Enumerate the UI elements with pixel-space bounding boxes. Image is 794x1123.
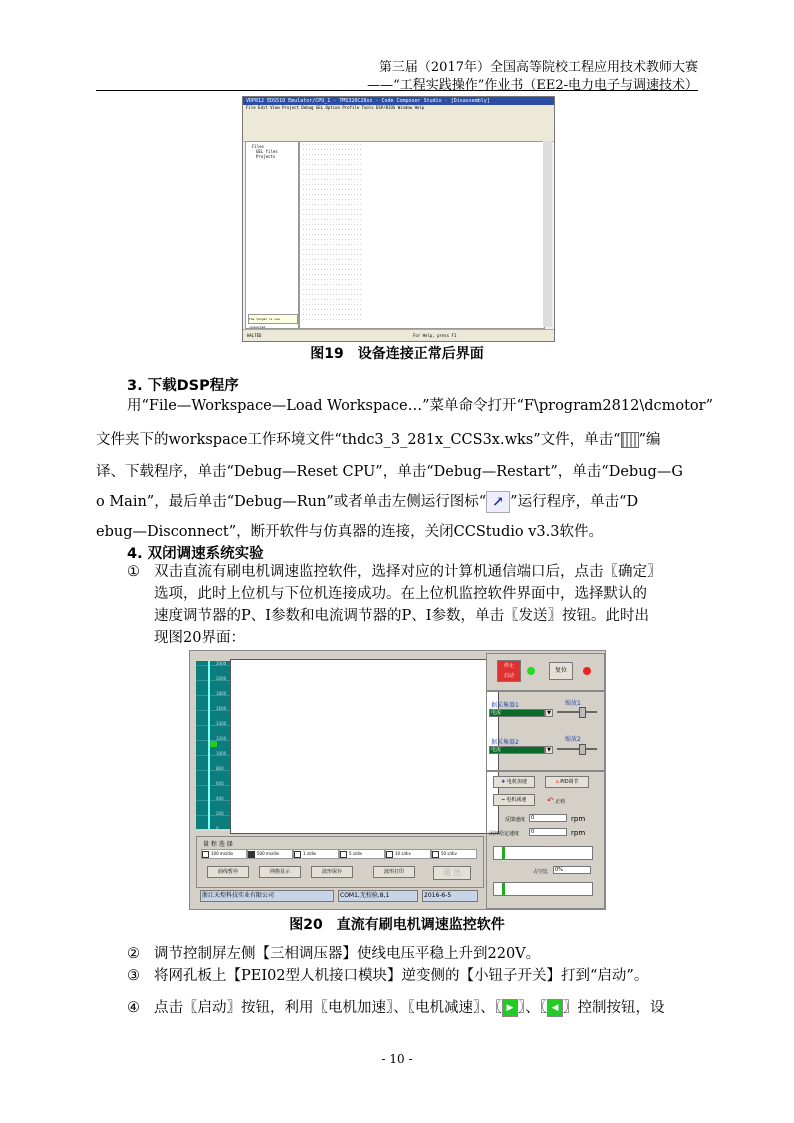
ccs-menu-bar: File Edit View Project Debug GEL Option Profile Tools DSP/BIOS Window Help bbox=[243, 105, 554, 111]
pid-adjust-button[interactable]: ⌂ PID调节 bbox=[545, 776, 589, 788]
range-label: 50 s/div bbox=[441, 851, 457, 856]
range-selection-group bbox=[196, 836, 484, 888]
zoom1-thumb[interactable] bbox=[579, 707, 586, 718]
item-4-number: ④ bbox=[127, 1000, 140, 1016]
duty-label: 占空比 bbox=[533, 869, 549, 875]
duty-slider[interactable] bbox=[493, 882, 593, 896]
y-tick-label: 200 bbox=[216, 811, 224, 816]
ccs-project-tree bbox=[245, 141, 299, 329]
fig20-status-bar bbox=[196, 888, 482, 904]
status-halted: HALTED bbox=[247, 333, 262, 338]
feedback-speed-unit: rpm bbox=[571, 815, 586, 823]
y-tick-label: 1000 bbox=[216, 751, 227, 756]
section-3-line3: 译、下载程序，单击“Debug—Reset CPU”，单击“Debug—Restart”，单击“Debug—G bbox=[96, 464, 683, 480]
play-right-icon: ▶ bbox=[502, 999, 518, 1017]
y-tick-label: 2000 bbox=[216, 661, 227, 666]
reset-button[interactable]: 复位 bbox=[549, 662, 573, 680]
range-label: 10 s/div bbox=[395, 851, 411, 856]
item-1-line1: 双击直流有刷电机调速监控软件，选择对应的计算机通信端口后，点击〖确定〗 bbox=[154, 564, 662, 580]
item-1-line4: 现图20界面： bbox=[154, 630, 245, 646]
page-number: - 10 - bbox=[381, 1052, 413, 1066]
exit-button[interactable]: 退 出 bbox=[433, 866, 471, 880]
range-label: 500 ms/div bbox=[257, 851, 280, 856]
range-checkbox[interactable] bbox=[248, 851, 255, 858]
given-speed-unit: rpm bbox=[571, 829, 586, 837]
y-tick-label: 1200 bbox=[216, 736, 227, 741]
range-option[interactable] bbox=[293, 849, 339, 859]
y-tick-label: 1400 bbox=[216, 721, 227, 726]
company-name: 浙江天煌科技实业有限公司 bbox=[200, 890, 334, 902]
range-option[interactable] bbox=[385, 849, 431, 859]
y-tick-label: 400 bbox=[216, 796, 224, 801]
motor-accelerate-button[interactable]: ✚ 电机加速 bbox=[493, 776, 535, 788]
range-title: 量 程 选 择 bbox=[203, 841, 233, 848]
figure-19-caption: 图19 设备连接正常后界面 bbox=[310, 346, 484, 362]
rotate-icon: ↶ bbox=[547, 796, 554, 805]
fault-indicator-led bbox=[583, 667, 591, 675]
item-3-number: ③ bbox=[127, 968, 140, 984]
item-3-text: 将网孔板上【PEI02型人机接口模块】逆变侧的【小钮子开关】打到“启动”。 bbox=[154, 968, 649, 984]
range-checkbox[interactable] bbox=[386, 851, 393, 858]
minus-icon: ━ bbox=[501, 797, 505, 803]
section-3-line5: ebug—Disconnect”，断开软件与仿真器的连接，关闭CCStudio v3.3软件。 bbox=[96, 524, 603, 540]
collector1-dropdown-icon[interactable]: ▼ bbox=[545, 709, 553, 717]
range-label: 1 s/div bbox=[303, 851, 317, 856]
figure-20-caption: 图20 直流有刷电机调速监控软件 bbox=[289, 917, 505, 933]
item-1-line2: 选项，此时上位机与下位机连接成功。在上位机监控软件界面中，选择默认的 bbox=[154, 586, 647, 602]
item-2-number: ② bbox=[127, 946, 140, 962]
range-label: 5 s/div bbox=[349, 851, 363, 856]
zoom1-label: 缩放1 bbox=[565, 700, 581, 707]
zoom2-label: 缩放2 bbox=[565, 736, 581, 743]
start-stop-button[interactable]: 停止 启动 bbox=[497, 660, 521, 682]
motor-decelerate-button[interactable]: ━ 电机减速 bbox=[493, 794, 535, 806]
plus-icon: ✚ bbox=[501, 779, 506, 785]
com-port-info: COM1,无校验,8,1 bbox=[338, 890, 418, 902]
range-option[interactable] bbox=[201, 849, 247, 859]
range-option[interactable] bbox=[339, 849, 385, 859]
zoom2-slider[interactable] bbox=[557, 748, 597, 750]
header-divider bbox=[96, 90, 698, 91]
range-checkbox[interactable] bbox=[340, 851, 347, 858]
collector-box bbox=[486, 691, 605, 771]
date-display: 2016-6-5 bbox=[422, 890, 478, 902]
tree-item: Projects bbox=[256, 154, 276, 159]
control-panel bbox=[486, 653, 603, 907]
tree-item: Files bbox=[252, 144, 265, 149]
y-tick-label: 800 bbox=[216, 766, 224, 771]
section-3-line4: o Main”，最后单击“Debug—Run”或者单击左侧运行图标“ ↗ ”运行程序，单击“D bbox=[96, 490, 638, 514]
range-option[interactable] bbox=[247, 849, 293, 859]
motor-control-box bbox=[486, 771, 605, 909]
overlay-dialog-blank bbox=[230, 659, 499, 834]
wave-save-button[interactable]: 波形保存 bbox=[311, 866, 353, 878]
y-tick-label: 600 bbox=[216, 781, 224, 786]
wave-print-button[interactable]: 波形打印 bbox=[373, 866, 415, 878]
disassembly-view bbox=[299, 141, 545, 329]
feedback-speed-value: 0 bbox=[529, 814, 567, 822]
collector2-label: 据采集器2 bbox=[491, 739, 519, 746]
section-3-heading: 3. 下载DSP程序 bbox=[127, 378, 239, 394]
given-speed-label: 闭环给定速度 bbox=[489, 831, 520, 837]
run-icon: ↗ bbox=[486, 491, 510, 513]
feedback-speed-label: 反馈速度 bbox=[505, 817, 526, 823]
ccs-status-bar bbox=[243, 329, 554, 341]
figure-20-screenshot bbox=[189, 650, 606, 910]
header-line1: 第三届（2017年）全国高等院校工程应用技术教师大赛 bbox=[378, 60, 698, 75]
tree-item: GEL files bbox=[256, 149, 278, 154]
speed-slider[interactable] bbox=[493, 846, 593, 860]
collector1-label: 据采集器1 bbox=[491, 702, 519, 709]
status-help: For Help, press F1 bbox=[413, 333, 457, 338]
item-1-line3: 速度调节器的P、I参数和电流调节器的P、I参数，单击〖发送〗按钮。此时出 bbox=[154, 608, 649, 624]
ccs-title-bar: VDP812 EDS510 Emulator/CPU_1 - TMS320C28xx - Code Composer Studio - [Disassembly] bbox=[243, 97, 554, 105]
section-3-line1: 用“File—Workspace—Load Workspace…”菜单命令打开“F\program2812\dcmotor” bbox=[127, 398, 713, 414]
figure-19-screenshot bbox=[242, 96, 555, 342]
y-tick-label: 2000 bbox=[216, 676, 227, 681]
disassembly-line bbox=[300, 317, 544, 322]
given-speed-value[interactable]: 0 bbox=[529, 828, 567, 836]
item-1-number: ① bbox=[127, 564, 140, 580]
header-line2: ——“工程实践操作”作业书（EE2-电力电子与调速技术） bbox=[367, 78, 698, 93]
section-3-line2: 文件夹下的workspace工作环境文件“thdc3_3_281x_CCS3x.wks”文件，单击“ ”编 bbox=[96, 432, 661, 448]
collector2-dropdown-icon[interactable]: ▼ bbox=[545, 746, 553, 754]
zoom1-slider[interactable] bbox=[557, 711, 597, 713]
run-indicator-led bbox=[527, 667, 535, 675]
y-tick-label: 0 bbox=[216, 826, 219, 831]
collector1-select[interactable]: 电流 bbox=[489, 709, 545, 717]
zoom2-thumb[interactable] bbox=[579, 744, 586, 755]
range-checkbox[interactable] bbox=[432, 851, 439, 858]
section-4-heading: 4. 双闭调速系统实验 bbox=[127, 546, 264, 562]
range-label: 100 ms/div bbox=[211, 851, 234, 856]
speed-slider-thumb[interactable] bbox=[502, 847, 505, 859]
collector2-select[interactable]: 电流 bbox=[489, 746, 545, 754]
duty-value: 0% bbox=[553, 866, 591, 874]
home-icon: ⌂ bbox=[555, 779, 559, 785]
range-checkbox[interactable] bbox=[202, 851, 209, 858]
y-tick-label: 1800 bbox=[216, 691, 227, 696]
range-checkbox[interactable] bbox=[294, 851, 301, 858]
control-top-box bbox=[486, 653, 605, 691]
plot-slider-track[interactable] bbox=[208, 661, 210, 829]
grid-display-button[interactable]: 网格显示 bbox=[259, 866, 301, 878]
compile-icon bbox=[621, 432, 639, 448]
range-option[interactable] bbox=[431, 849, 477, 859]
item-4-text: 点击〖启动〗按钮，利用〖电机加速〗、〖电机减速〗、〖 ▶ 〗、〖 ◀ 〗控制按钮，设 bbox=[154, 1000, 665, 1016]
item-2-text: 调节控制屏左侧【三相调压器】使线电压平稳上升到220V。 bbox=[154, 946, 541, 962]
forward-rotation[interactable]: ↶ 正转 bbox=[547, 796, 566, 805]
plot-slider-thumb[interactable] bbox=[209, 741, 217, 747]
duty-slider-thumb[interactable] bbox=[502, 883, 505, 895]
ccs-scrollbar bbox=[543, 141, 552, 327]
connected-tooltip: The target is now connected bbox=[248, 314, 298, 324]
y-tick-label: 1600 bbox=[216, 706, 227, 711]
curve-pause-button[interactable]: 曲线暂停 bbox=[207, 866, 249, 878]
play-left-icon: ◀ bbox=[547, 999, 563, 1017]
